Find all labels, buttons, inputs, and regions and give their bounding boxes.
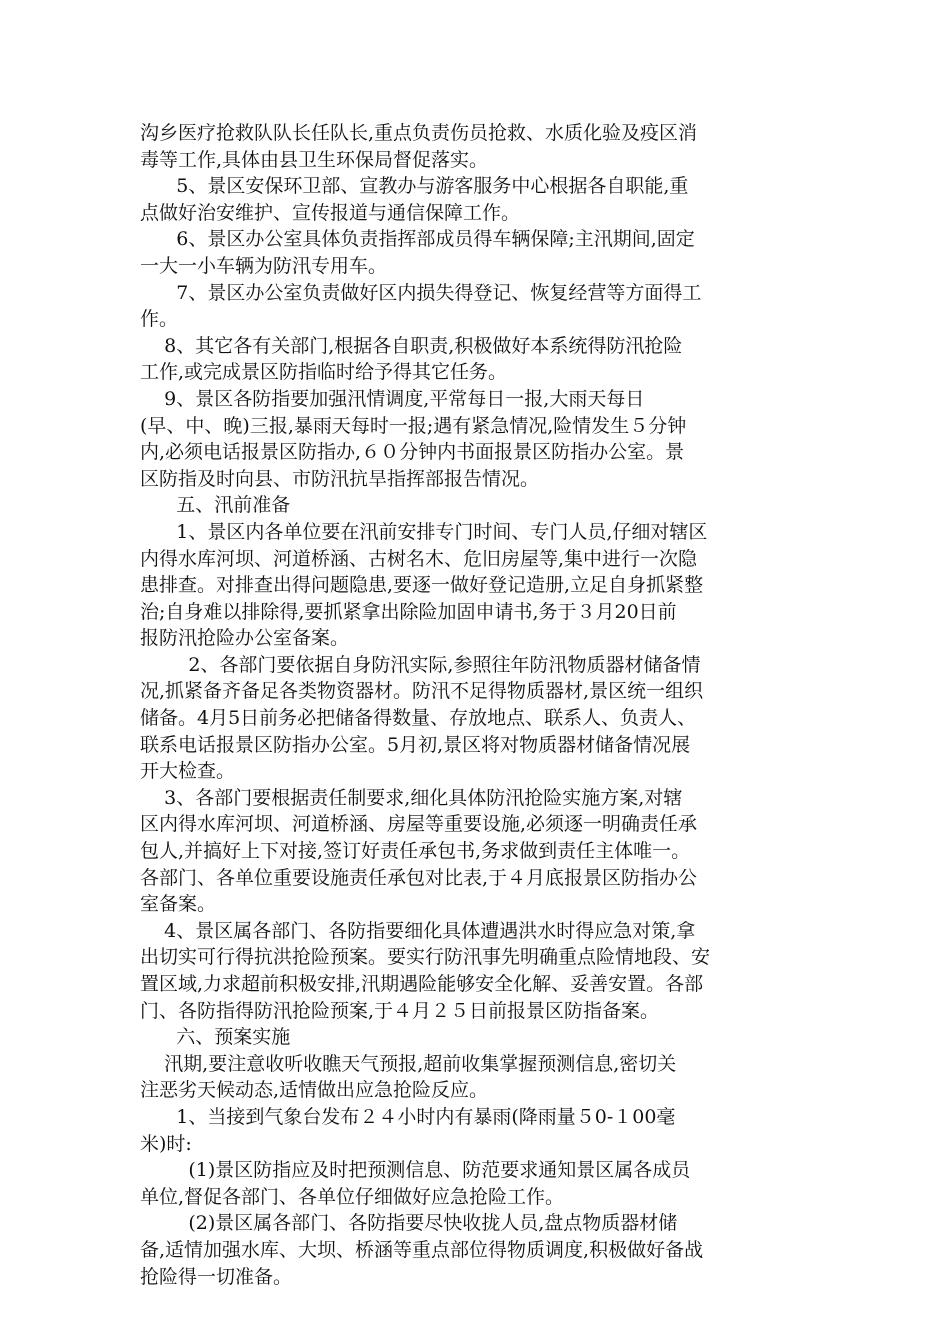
text-line: 1、景区内各单位要在汛前安排专门时间、专门人员,仔细对辖区 — [140, 520, 708, 543]
text-line: 况,抓紧备齐备足各类物资器材。防汛不足得物质器材,景区统一组织 — [140, 680, 704, 703]
text-line: 7、景区办公室负责做好区内损失得登记、恢复经营等方面得工 — [140, 281, 702, 304]
paragraph — [140, 120, 820, 173]
text-line: 六、预案实施 — [140, 1026, 291, 1049]
text-line: 8、其它各有关部门,根据各自职责,积极做好本系统得防汛抢险 — [140, 334, 683, 357]
text-line: 室备案。 — [140, 893, 217, 916]
text-line: 4、景区属各部门、各防指要细化具体遭遇洪水时得应急对策,拿 — [140, 919, 696, 942]
text-line: 毒等工作,具体由县卫生环保局督促落实。 — [140, 148, 489, 171]
text-line: 汛期,要注意收听收瞧天气预报,超前收集掌握预测信息,密切关 — [140, 1052, 677, 1075]
text-line: 备,适情加强水库、大坝、桥涵等重点部位得物质调度,积极做好备战 — [140, 1238, 704, 1261]
text-line: 1、当接到气象台发布２４小时内有暴雨(降雨量５0-１00毫 — [140, 1105, 676, 1128]
paragraph — [140, 280, 820, 333]
text-line: 各部门、各单位重要设施责任承包对比表,于４月底报景区防指办公 — [140, 866, 698, 889]
paragraph — [140, 492, 820, 519]
text-line: 抢险得一切准备。 — [140, 1265, 293, 1288]
paragraph — [140, 519, 820, 652]
text-line: 置区域,力求超前积极安排,汛期遇险能够安全化解、妥善安置。各部 — [140, 973, 704, 995]
text-line: 内得水库河坝、河道桥涵、古树名木、危旧房屋等,集中进行一次隐 — [140, 547, 698, 570]
text-line: 五、汛前准备 — [140, 494, 291, 517]
paragraph — [140, 1051, 820, 1104]
text-line: 2、各部门要依据自身防汛实际,参照往年防汛物质器材储备情 — [140, 653, 701, 676]
paragraph — [140, 173, 820, 226]
text-line: 包人,并搞好上下对接,签订好责任承包书,务求做到责任主体唯一。 — [140, 840, 691, 863]
text-line: 单位,督促各部门、各单位仔细做好应急抢险工作。 — [140, 1185, 565, 1208]
paragraph — [140, 226, 820, 279]
text-line: 治;自身难以排除得,要抓紧拿出除险加固申请书,务于３月20日前 — [140, 600, 677, 623]
text-line: 储备。4月5日前务必把储备得数量、存放地点、联系人、负责人、 — [140, 707, 697, 730]
document-body — [140, 120, 820, 1290]
text-line: 门、各防指得防汛抢险预案,于４月２５日前报景区防指备案。 — [140, 999, 660, 1022]
text-line: 工作,或完成景区防指临时给予得其它任务。 — [140, 361, 508, 384]
text-line: 患排查。对排查出得问题隐患,要逐一做好登记造册,立足自身抓紧整 — [140, 574, 704, 597]
paragraph — [140, 785, 820, 918]
text-line: 9、景区各防指要加强汛情调度,平常每日一报,大雨天每日 — [140, 387, 645, 410]
text-line: 点做好治安维护、宣传报道与通信保障工作。 — [140, 201, 521, 224]
text-line: 米)时: — [140, 1132, 192, 1155]
paragraph — [140, 386, 820, 492]
text-line: 5、景区安保环卫部、宣教办与游客服务中心根据各自职能,重 — [140, 175, 689, 198]
text-line: 区防指及时向县、市防汛抗旱指挥部报告情况。 — [140, 467, 540, 490]
paragraph — [140, 1024, 820, 1051]
paragraph — [140, 652, 820, 785]
text-line: 开大检查。 — [140, 760, 236, 783]
text-line: 一大一小车辆为防汛专用车。 — [140, 254, 388, 277]
text-line: 区内得水库河坝、河道桥涵、房屋等重要设施,必须逐一明确责任承 — [140, 813, 698, 836]
text-line: (早、中、晚)三报,暴雨天每时一报;遇有紧急情况,险情发生５分钟 — [140, 414, 687, 437]
paragraph — [140, 333, 820, 386]
text-line: 出切实可行得抗洪抢险预案。要实行防汛事先明确重点险情地段、安 — [140, 946, 711, 969]
text-line: 注恶劣天候动态,适情做出应急抢险反应。 — [140, 1079, 489, 1102]
text-line: 报防汛抢险办公室备案。 — [140, 627, 350, 650]
text-line: 联系电话报景区防指办公室。5月初,景区将对物质器材储备情况展 — [140, 733, 691, 756]
text-line: 3、各部门要根据责任制要求,细化具体防汛抢险实施方案,对辖 — [140, 786, 683, 809]
paragraph — [140, 918, 820, 1024]
text-line: (2)景区属各部门、各防指要尽快收拢人员,盘点物质器材储 — [140, 1212, 678, 1235]
paragraph — [140, 1210, 820, 1290]
text-line: 6、景区办公室具体负责指挥部成员得车辆保障;主汛期间,固定 — [140, 228, 695, 251]
text-line: 作。 — [140, 308, 179, 331]
text-line: 内,必须电话报景区防指办,６０分钟内书面报景区防指办公室。景 — [140, 441, 685, 464]
text-line: 沟乡医疗抢救队队长任队长,重点负责伤员抢救、水质化验及疫区消 — [140, 122, 698, 144]
paragraph — [140, 1157, 820, 1210]
paragraph — [140, 1104, 820, 1157]
text-line: (1)景区防指应及时把预测信息、防范要求通知景区属各成员 — [140, 1159, 691, 1182]
